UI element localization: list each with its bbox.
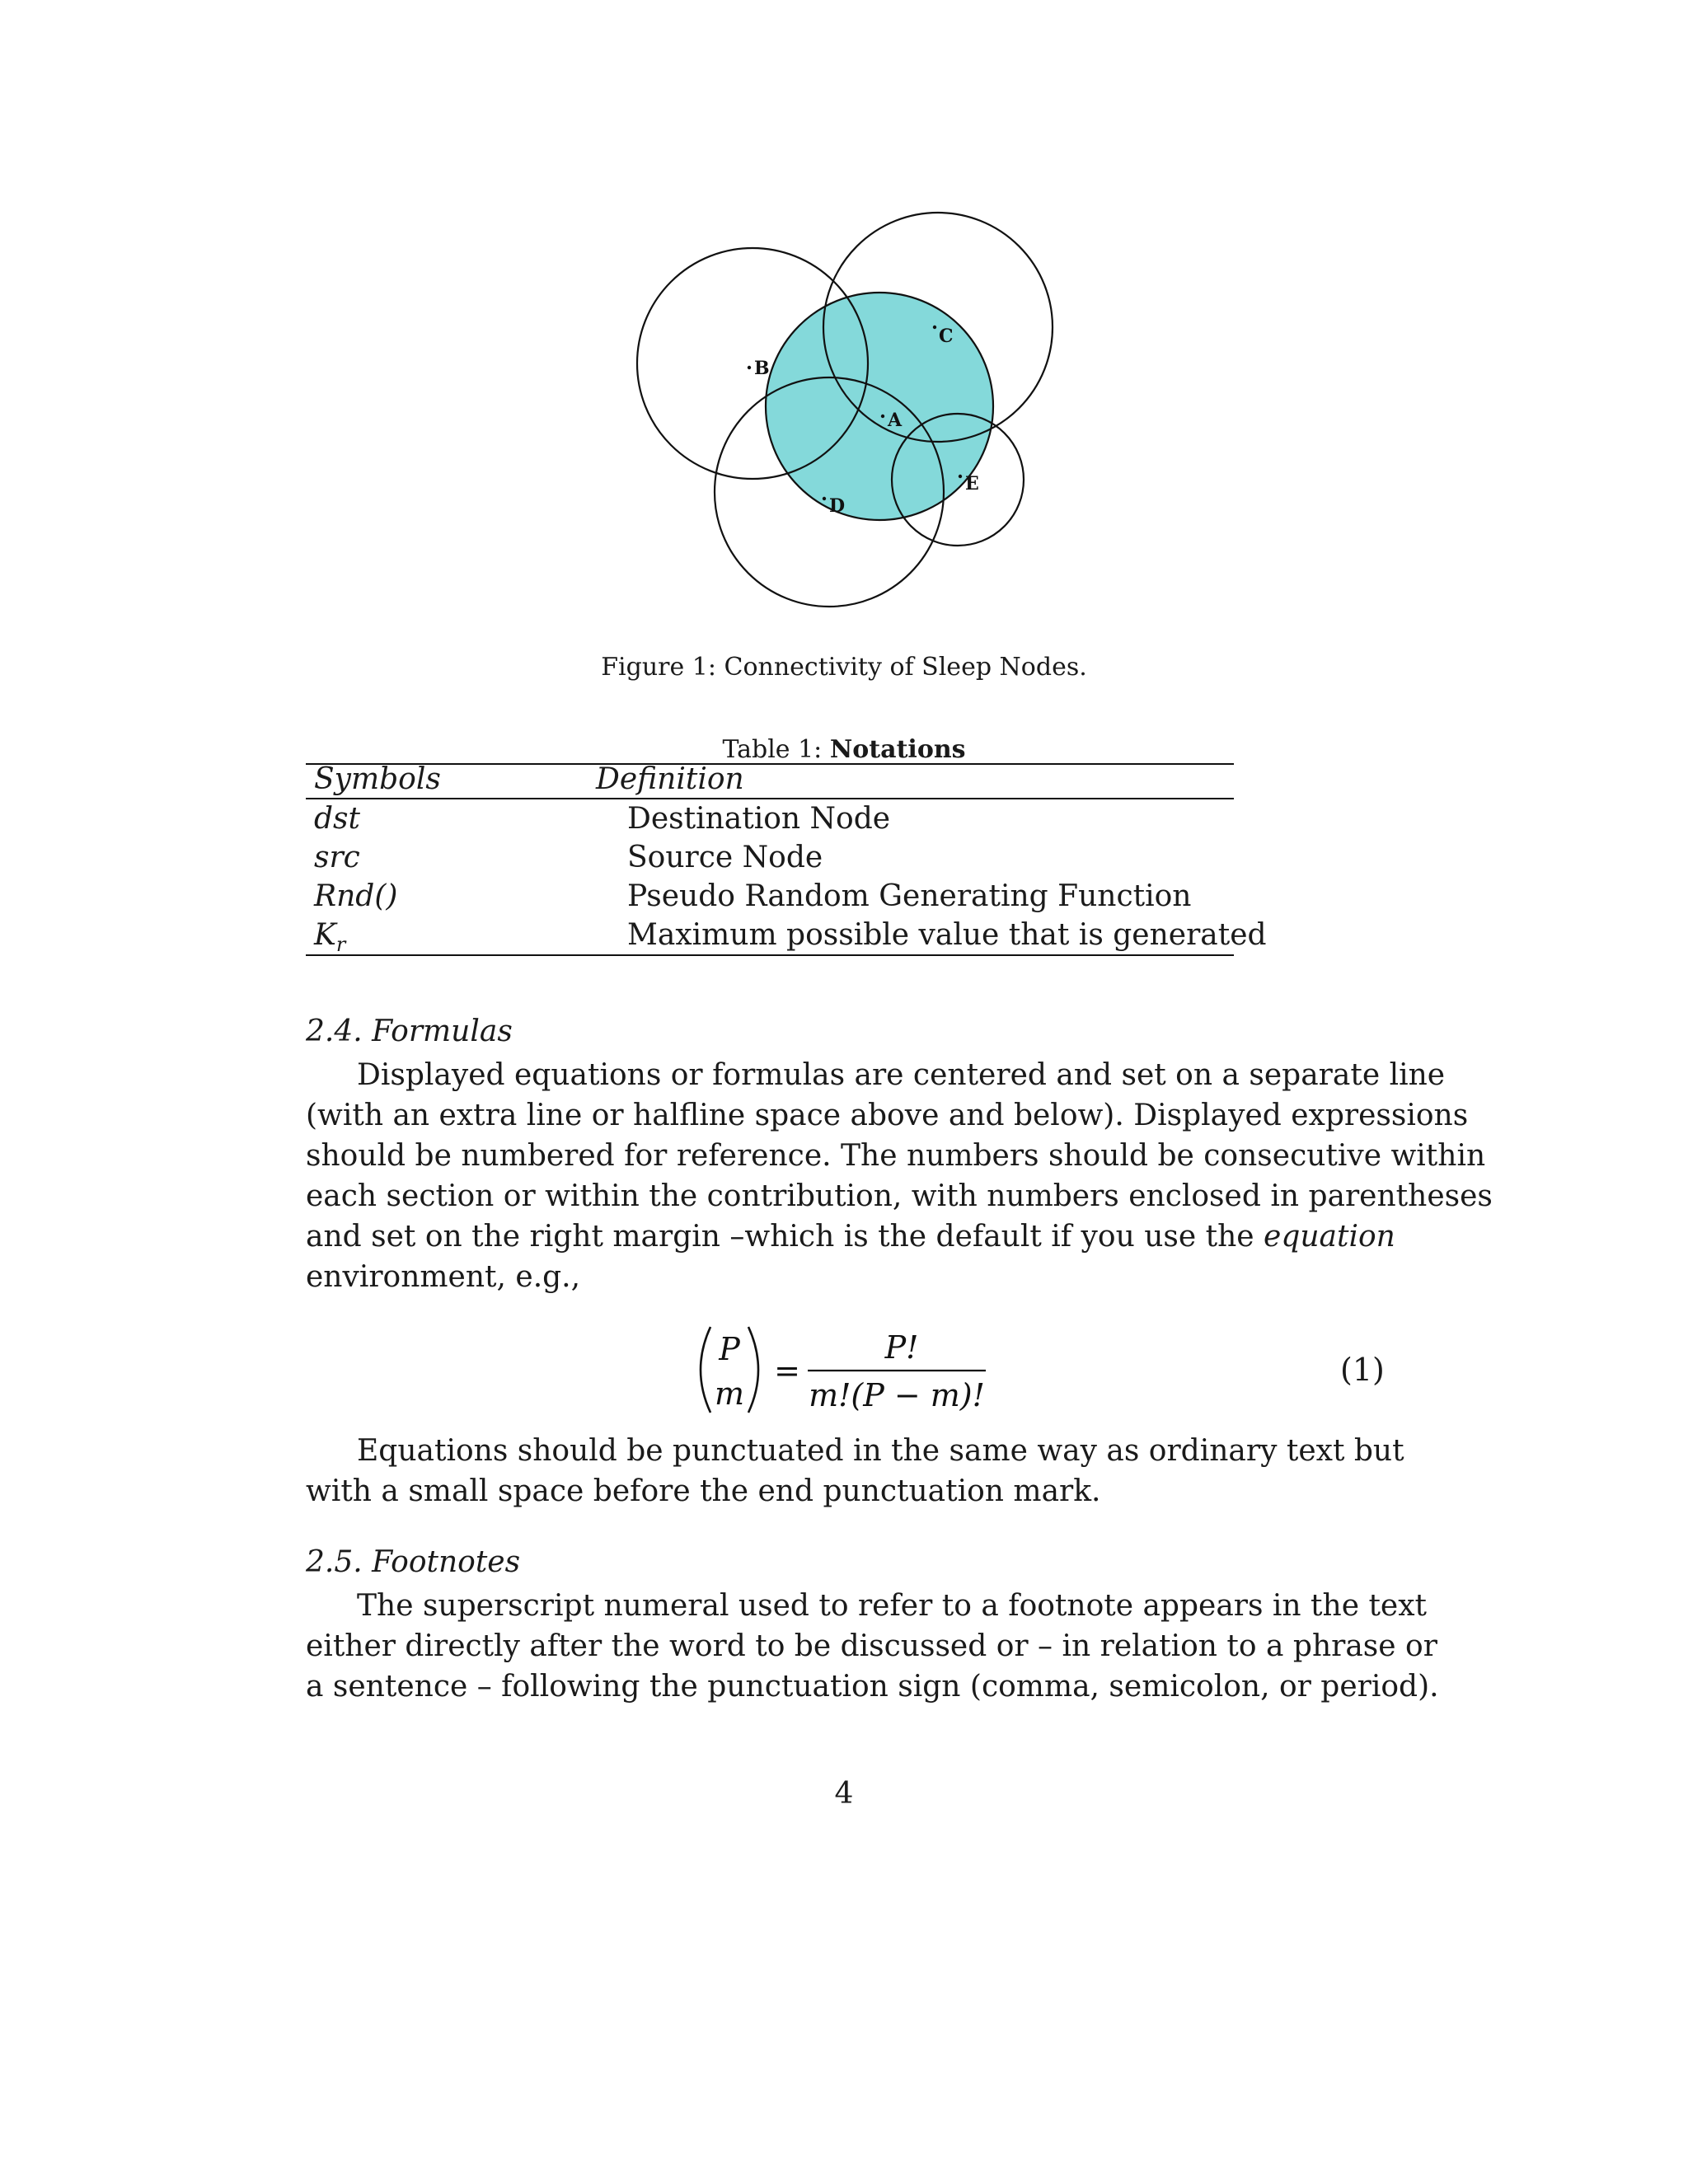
node-d-dot <box>823 497 826 500</box>
node-label-e: E <box>965 473 979 494</box>
symbol-subscript: r <box>335 933 346 956</box>
node-label-a: A <box>888 410 903 431</box>
equation-number: (1) <box>1340 1352 1385 1388</box>
binom-top: P <box>719 1331 740 1367</box>
node-b-dot <box>748 366 751 369</box>
formulas-paragraph-2 <box>306 1431 1404 1511</box>
paragraph-line: each section or within the contribution, with numbers enclosed in parentheses <box>306 1179 1493 1213</box>
paragraph-line <box>306 1216 1395 1257</box>
table-header-row <box>306 762 1234 798</box>
equation-1 <box>0 1319 1688 1426</box>
table-bottom-rule <box>306 954 1234 956</box>
paragraph-line: (with an extra line or halfline space above and below). Displayed expressions <box>306 1099 1469 1132</box>
table-caption <box>0 735 1688 765</box>
table-cell-symbol: dst <box>314 802 360 836</box>
section-heading-formulas: 2.4. Formulas <box>306 1015 513 1048</box>
node-a-range-highlight <box>766 293 993 520</box>
binom-right-paren <box>748 1327 758 1413</box>
paragraph-line: with a small space before the end punctuation mark. <box>306 1474 1101 1508</box>
table-cell-definition: Maximum possible value that is generated <box>627 918 1267 952</box>
paragraph-line-text: and set on the right margin –which is the default if you use the <box>306 1220 1254 1254</box>
figure-connectivity <box>0 198 1688 626</box>
fraction-denominator: m!(P − m)! <box>809 1377 985 1413</box>
notations-table <box>306 762 1267 956</box>
connectivity-diagram <box>0 198 1688 626</box>
paragraph-line: environment, e.g., <box>306 1260 581 1294</box>
table-cell-definition: Destination Node <box>627 802 891 836</box>
node-e-dot <box>959 475 962 478</box>
table-caption-title: Notations <box>829 735 966 764</box>
table-caption-prefix: Table 1: <box>722 735 823 764</box>
table-cell-symbol: src <box>314 841 360 874</box>
table-cell-definition: Pseudo Random Generating Function <box>627 879 1192 913</box>
equals-sign: = <box>774 1352 800 1389</box>
figure-caption: Figure 1: Connectivity of Sleep Nodes. <box>601 653 1087 682</box>
binom-left-paren <box>701 1327 710 1413</box>
paragraph-line: either directly after the word to be discussed or – in relation to a phrase or <box>306 1629 1437 1663</box>
table-row <box>306 916 1267 956</box>
table-row <box>306 838 1234 877</box>
formulas-paragraph-1 <box>306 1055 1493 1297</box>
node-c-dot <box>933 326 936 329</box>
node-label-d: D <box>829 495 846 517</box>
italic-term-equation: equation <box>1264 1220 1395 1254</box>
node-label-c: C <box>939 326 954 347</box>
table-cell-symbol <box>314 916 345 964</box>
paragraph-line: Equations should be punctuated in the same way as ordinary text but <box>357 1434 1404 1468</box>
node-label-b: B <box>754 358 770 379</box>
paragraph-line: should be numbered for reference. The numbers should be consecutive within <box>306 1139 1486 1173</box>
page-number: 4 <box>834 1777 854 1811</box>
table-cell-symbol: Rnd() <box>314 879 398 913</box>
section-heading-footnotes: 2.5. Footnotes <box>306 1545 521 1579</box>
table-cell-definition: Source Node <box>627 841 823 874</box>
table-row <box>306 877 1234 916</box>
fraction-numerator: P! <box>884 1329 919 1366</box>
paragraph-line: Displayed equations or formulas are centered and set on a separate line <box>357 1058 1446 1092</box>
table-row <box>306 799 1234 838</box>
paragraph-line: a sentence – following the punctuation sign (comma, semicolon, or period). <box>306 1670 1439 1704</box>
table-header-symbols: Symbols <box>314 762 441 796</box>
table-header-definition: Definition <box>596 762 744 796</box>
equation-graphic <box>0 1319 1688 1426</box>
symbol-base: K <box>314 918 336 952</box>
paragraph-line: The superscript numeral used to refer to a footnote appears in the text <box>357 1589 1427 1623</box>
binom-bottom: m <box>714 1376 745 1412</box>
node-a-dot <box>881 415 884 418</box>
footnotes-paragraph <box>306 1586 1439 1707</box>
